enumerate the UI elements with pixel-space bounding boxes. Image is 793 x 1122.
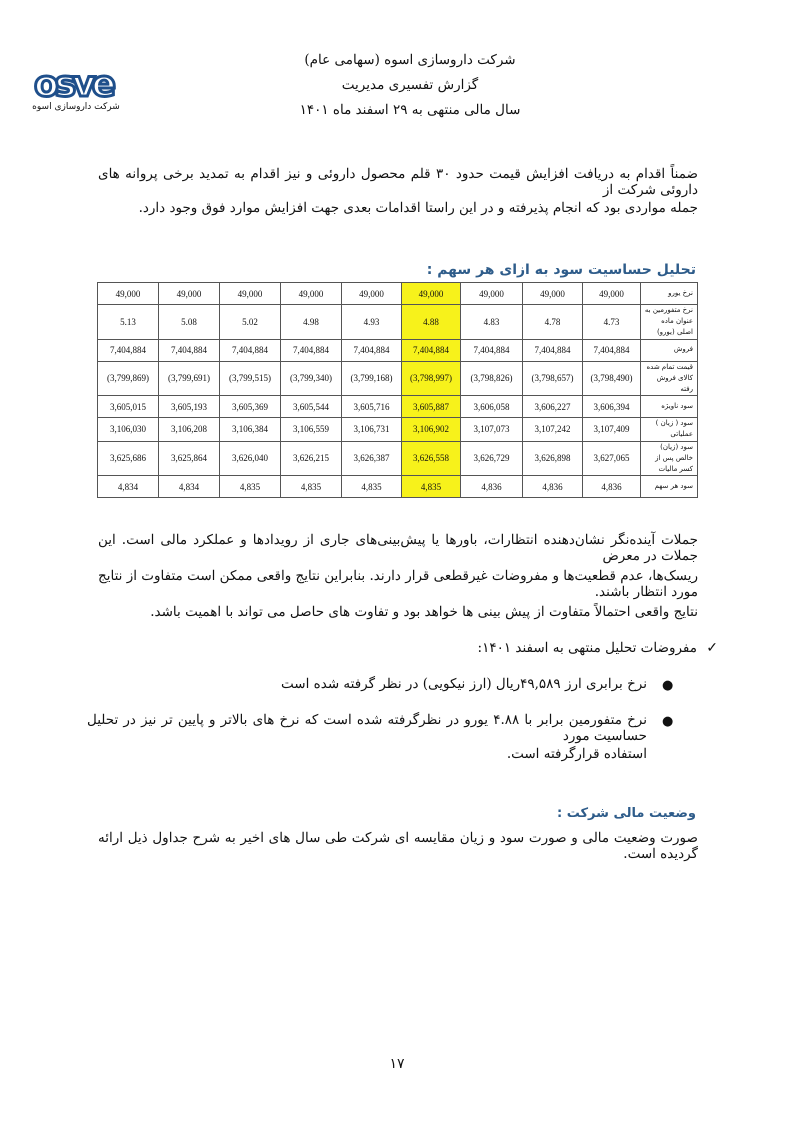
table-cell: (3,799,515) (220, 361, 281, 396)
table-cell: 7,404,884 (281, 339, 342, 361)
table-cell: 3,106,731 (342, 418, 402, 441)
table-cell: 3,605,015 (98, 396, 159, 418)
table-cell: 5.02 (220, 305, 281, 340)
table-cell: 5.08 (159, 305, 220, 340)
table-cell: 3,605,716 (342, 396, 402, 418)
company-name: شرکت داروسازی اسوه (سهامی عام) (304, 52, 516, 68)
table-cell: 3,106,559 (281, 418, 342, 441)
table-row (98, 361, 698, 396)
table-cell: 49,000 (220, 283, 281, 305)
financial-text: صورت وضعیت مالی و صورت سود و زیان مقایسه ای شرکت طی سال های اخیر به شرح جداول ذیل ارائه گردیده است. (98, 830, 698, 862)
assumption-1: نرخ برابری ارز ۴۹,۵۸۹ریال (ارز نیکویی) در نظر گرفته شده است (281, 676, 647, 692)
table-cell: 4.93 (342, 305, 402, 340)
table-cell: 4.98 (281, 305, 342, 340)
table-row (98, 396, 698, 418)
table-cell: 49,000 (583, 283, 641, 305)
bullet-icon: ● (662, 714, 674, 729)
table-row (98, 441, 698, 476)
row-label: سود ناویژه (641, 396, 698, 418)
row-label: سود هر سهم (641, 476, 698, 498)
table-row (98, 283, 698, 305)
assumption-2-line-2: استفاده قرارگرفته است. (506, 746, 647, 762)
table-cell: (3,798,997) (402, 361, 461, 396)
table-cell: 4,835 (402, 476, 461, 498)
table-cell: 3,605,193 (159, 396, 220, 418)
table-cell: 4.88 (402, 305, 461, 340)
row-label: سود (زیان) خالص پس از کسر مالیات (641, 441, 698, 476)
table-cell: 3,107,242 (523, 418, 583, 441)
intro-line-2: جمله مواردی بود که انجام پذیرفته و در این راستا اقدامات بعدی جهت افزایش موارد فوق وجود دارد. (138, 200, 698, 216)
table-cell: 4,834 (159, 476, 220, 498)
forward-line-1: جملات آینده‌نگر نشان‌دهنده انتظارات، باورها یا پیش‌بینی‌های جاری از رویدادها و عملکرد مالی است. این جملات در معرض (98, 532, 698, 564)
table-cell: 3,605,369 (220, 396, 281, 418)
table-cell: 3,626,040 (220, 441, 281, 476)
intro-line-1: ضمناً اقدام به دریافت افزایش قیمت حدود ۳۰ قلم محصول داروئی و نیز اقدام به تمدید برخی پروانه های داروئی شرکت از (98, 166, 698, 198)
table-cell: 7,404,884 (98, 339, 159, 361)
table-cell: 3,106,384 (220, 418, 281, 441)
forward-line-3: نتایج واقعی احتمالاً متفاوت از پیش بینی ها خواهد بود و تفاوت های حاصل می تواند با اهمیت باشد. (150, 604, 698, 620)
table-cell: 3,625,864 (159, 441, 220, 476)
table-cell: (3,799,168) (342, 361, 402, 396)
table-cell: 3,626,215 (281, 441, 342, 476)
table-cell: 4,836 (583, 476, 641, 498)
table-cell: 3,606,394 (583, 396, 641, 418)
table-cell: 7,404,884 (342, 339, 402, 361)
bullet-icon: ● (662, 678, 674, 693)
table-cell: 3,605,544 (281, 396, 342, 418)
table-cell: 49,000 (281, 283, 342, 305)
table-row (98, 339, 698, 361)
table-cell: (3,799,869) (98, 361, 159, 396)
table-cell: 7,404,884 (523, 339, 583, 361)
table-cell: 7,404,884 (461, 339, 523, 361)
table-cell: 49,000 (523, 283, 583, 305)
financial-title: وضعیت مالی شرکت : (557, 806, 696, 821)
table-cell: 4.83 (461, 305, 523, 340)
table-cell: 49,000 (159, 283, 220, 305)
table-cell: 4.78 (523, 305, 583, 340)
table-cell: (3,799,340) (281, 361, 342, 396)
table-cell: 3,627,065 (583, 441, 641, 476)
table-cell: 4,835 (281, 476, 342, 498)
table-cell: 49,000 (461, 283, 523, 305)
table-cell: 3,626,898 (523, 441, 583, 476)
table-cell: 3,626,558 (402, 441, 461, 476)
logo-caption: شرکت داروسازی اسوه (32, 102, 120, 112)
table-cell: 49,000 (98, 283, 159, 305)
table-cell: 3,605,887 (402, 396, 461, 418)
row-label: نرخ متفورمین به عنوان ماده اصلی (یورو) (641, 305, 698, 340)
row-label: نرخ یورو (641, 283, 698, 305)
table-cell: 7,404,884 (159, 339, 220, 361)
osve-logo-icon (30, 64, 130, 104)
table-cell: 7,404,884 (583, 339, 641, 361)
table-cell: 7,404,884 (220, 339, 281, 361)
table-cell: (3,798,490) (583, 361, 641, 396)
row-label: فروش (641, 339, 698, 361)
table-cell: (3,798,826) (461, 361, 523, 396)
check-icon: ✓ (706, 640, 718, 656)
table-cell: 4,836 (523, 476, 583, 498)
table-cell: 3,106,902 (402, 418, 461, 441)
page-number: ۱۷ (389, 1056, 405, 1072)
row-label: سود ( زیان ) عملیاتی (641, 418, 698, 441)
forward-line-2: ریسک‌ها، عدم قطعیت‌ها و مفروضات غیرقطعی قرار دارند. بنابراین نتایج واقعی ممکن است متفاوت از نتایج مورد انتظار باشند. (98, 568, 698, 600)
assumption-2-line-1: نرخ متفورمین برابر با ۴.۸۸ یورو در نظرگرفته شده است که نرخ های بالاتر و پایین تر نیز در تحلیل حساسیت مورد (87, 712, 647, 744)
table-cell: 49,000 (342, 283, 402, 305)
report-period: سال مالی منتهی به ۲۹ اسفند ماه ۱۴۰۱ (299, 102, 521, 118)
table-cell: 5.13 (98, 305, 159, 340)
table-row (98, 305, 698, 340)
table-cell: 4,835 (220, 476, 281, 498)
table-cell: 3,625,686 (98, 441, 159, 476)
table-cell: (3,798,657) (523, 361, 583, 396)
table-cell: (3,799,691) (159, 361, 220, 396)
table-cell: 3,106,208 (159, 418, 220, 441)
row-label: قیمت تمام شده کالای فروش رفته (641, 361, 698, 396)
svg-text:osve: osve (34, 64, 113, 104)
table-cell: 7,404,884 (402, 339, 461, 361)
table-cell: 49,000 (402, 283, 461, 305)
table-cell: 4,834 (98, 476, 159, 498)
table-cell: 3,106,030 (98, 418, 159, 441)
sensitivity-title: تحلیل حساسیت سود به ازای هر سهم : (426, 262, 696, 278)
table-cell: 4,836 (461, 476, 523, 498)
table-cell: 4.73 (583, 305, 641, 340)
sensitivity-table (97, 282, 698, 498)
table-cell: 3,626,387 (342, 441, 402, 476)
table-cell: 3,606,058 (461, 396, 523, 418)
table-cell: 3,107,409 (583, 418, 641, 441)
assumptions-heading: مفروضات تحلیل منتهی به اسفند ۱۴۰۱: (477, 640, 697, 656)
table-cell: 3,626,729 (461, 441, 523, 476)
table-cell: 3,606,227 (523, 396, 583, 418)
table-row (98, 476, 698, 498)
table-row (98, 418, 698, 441)
report-title: گزارش تفسیری مدیریت (341, 77, 479, 93)
table-cell: 4,835 (342, 476, 402, 498)
table-cell: 3,107,073 (461, 418, 523, 441)
